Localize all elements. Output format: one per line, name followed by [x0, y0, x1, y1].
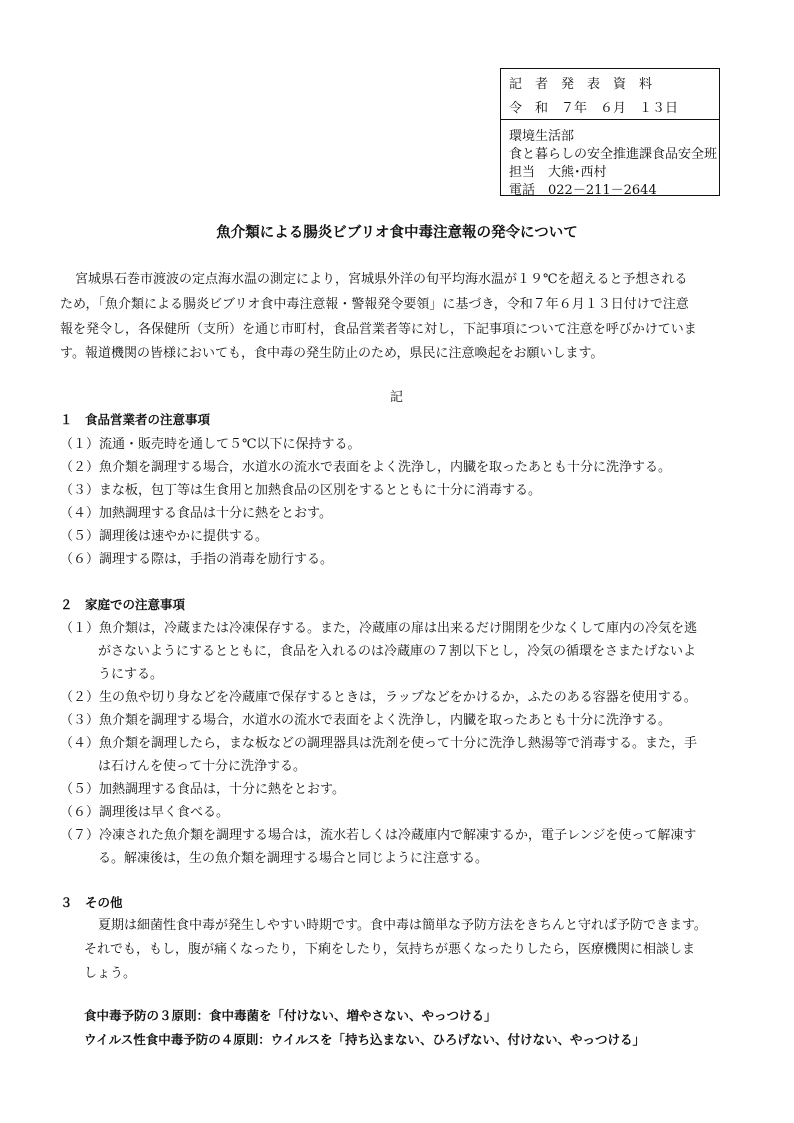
press-box-divider — [501, 119, 719, 120]
section3-line: それでも，もし，腹が痛くなったり，下痢をしたり，気持ちが悪くなったりしたら，医療機関に相談しま — [84, 942, 696, 957]
section2-line: （２）生の魚や切り身などを冷蔵庫で保存するときは，ラップなどをかけるか，ふたのある容器を使用する。 — [60, 690, 697, 705]
section2-line: （６）調理後は早く食べる。 — [60, 805, 230, 820]
section2-line: （３）魚介類を調理する場合，水道水の流水で表面をよく洗浄し，内臓を取ったあとも十分に洗浄する。 — [60, 713, 672, 728]
section1-item: （６）調理する際は，手指の消毒を励行する。 — [60, 552, 334, 567]
section1-item: （４）加熱調理する食品は十分に熱をとおす。 — [60, 506, 332, 521]
section-name: 食と暮らしの安全推進課食品安全班 — [509, 147, 718, 162]
contact-phone: 電話 022－211－2644 — [509, 183, 657, 198]
prevention-principle-3: 食中毒予防の３原則：食中毒菌を「付けない、増やさない、やっつける」 — [84, 1008, 497, 1023]
section2-heading: ２ 家庭での注意事項 — [60, 597, 186, 612]
section2-line: は石けんを使って十分に洗浄する。 — [98, 759, 307, 774]
section3-line: しょう。 — [84, 966, 137, 981]
section3-heading: ３ その他 — [60, 895, 123, 910]
ki-marker: 記 — [390, 390, 404, 405]
section2-line: （４）魚介類を調理したら，まな板などの調理器具は洗剤を使って十分に洗浄し熱湯等で消毒する。また，手 — [60, 736, 698, 751]
intro-line: す。報道機関の皆様においても，食中毒の発生防止のため，県民に注意喚起をお願いします。 — [60, 346, 604, 361]
department: 環境生活部 — [509, 129, 575, 144]
section3-line: 夏期は細菌性食中毒が発生しやすい時期です。食中毒は簡単な予防方法をきちんと守れば予防できます。 — [98, 918, 707, 933]
section1-item: （３）まな板，包丁等は生食用と加熱食品の区別をするとともに十分に消毒する。 — [60, 483, 542, 498]
press-release-box — [500, 68, 720, 196]
section2-line: がさないようにするとともに，食品を入れるのは冷蔵庫の７割以下とし，冷気の循環をさまたげないよ — [98, 644, 697, 659]
contact-person: 担当 大熊･西村 — [509, 165, 607, 180]
intro-line: ため，「魚介類による腸炎ビブリオ食中毒注意報・警報発令要領」に基づき，令和７年６月１３日付けで注意 — [60, 297, 689, 312]
section1-item: （５）調理後は速やかに提供する。 — [60, 529, 269, 544]
section2-line: る。解凍後は，生の魚介類を調理する場合と同じように注意する。 — [98, 851, 489, 866]
document-title: 魚介類による腸炎ビブリオ食中毒注意報の発令について — [216, 225, 578, 241]
section2-line: （７）冷凍された魚介類を調理する場合は，流水若しくは冷蔵庫内で解凍するか，電子レンジを使って解凍す — [60, 828, 697, 843]
section2-line: （５）加熱調理する食品は，十分に熱をとおす。 — [60, 782, 345, 797]
section2-line: うにする。 — [98, 667, 164, 682]
release-date: 令 和 ７年 ６月 １３日 — [509, 101, 679, 116]
section2-line: （１）魚介類は，冷蔵または冷凍保存する。また，冷蔵庫の扉は出来るだけ開閉を少なくして庫内の冷気を逃 — [60, 621, 698, 636]
intro-line: 報を発令し，各保健所（支所）を通じ市町村，食品営業者等に対し，下記事項について注意を呼びかけていま — [60, 322, 697, 337]
prevention-principle-4: ウイルス性食中毒予防の４原則：ウイルスを「持ち込まない、ひろげない、付けない、やっつける」 — [84, 1032, 646, 1047]
press-release-label: 記 者 発 表 資 料 — [509, 77, 653, 92]
section1-item: （１）流通・販売時を通して５℃以下に保持する。 — [60, 437, 361, 452]
intro-line: 宮城県石巻市渡波の定点海水温の測定により，宮城県外洋の旬平均海水温が１９℃を超えると予想される — [75, 272, 688, 287]
section1-item: （２）魚介類を調理する場合，水道水の流水で表面をよく洗浄し，内臓を取ったあとも十分に洗浄する。 — [60, 460, 672, 475]
section1-heading: １ 食品営業者の注意事項 — [60, 412, 211, 427]
